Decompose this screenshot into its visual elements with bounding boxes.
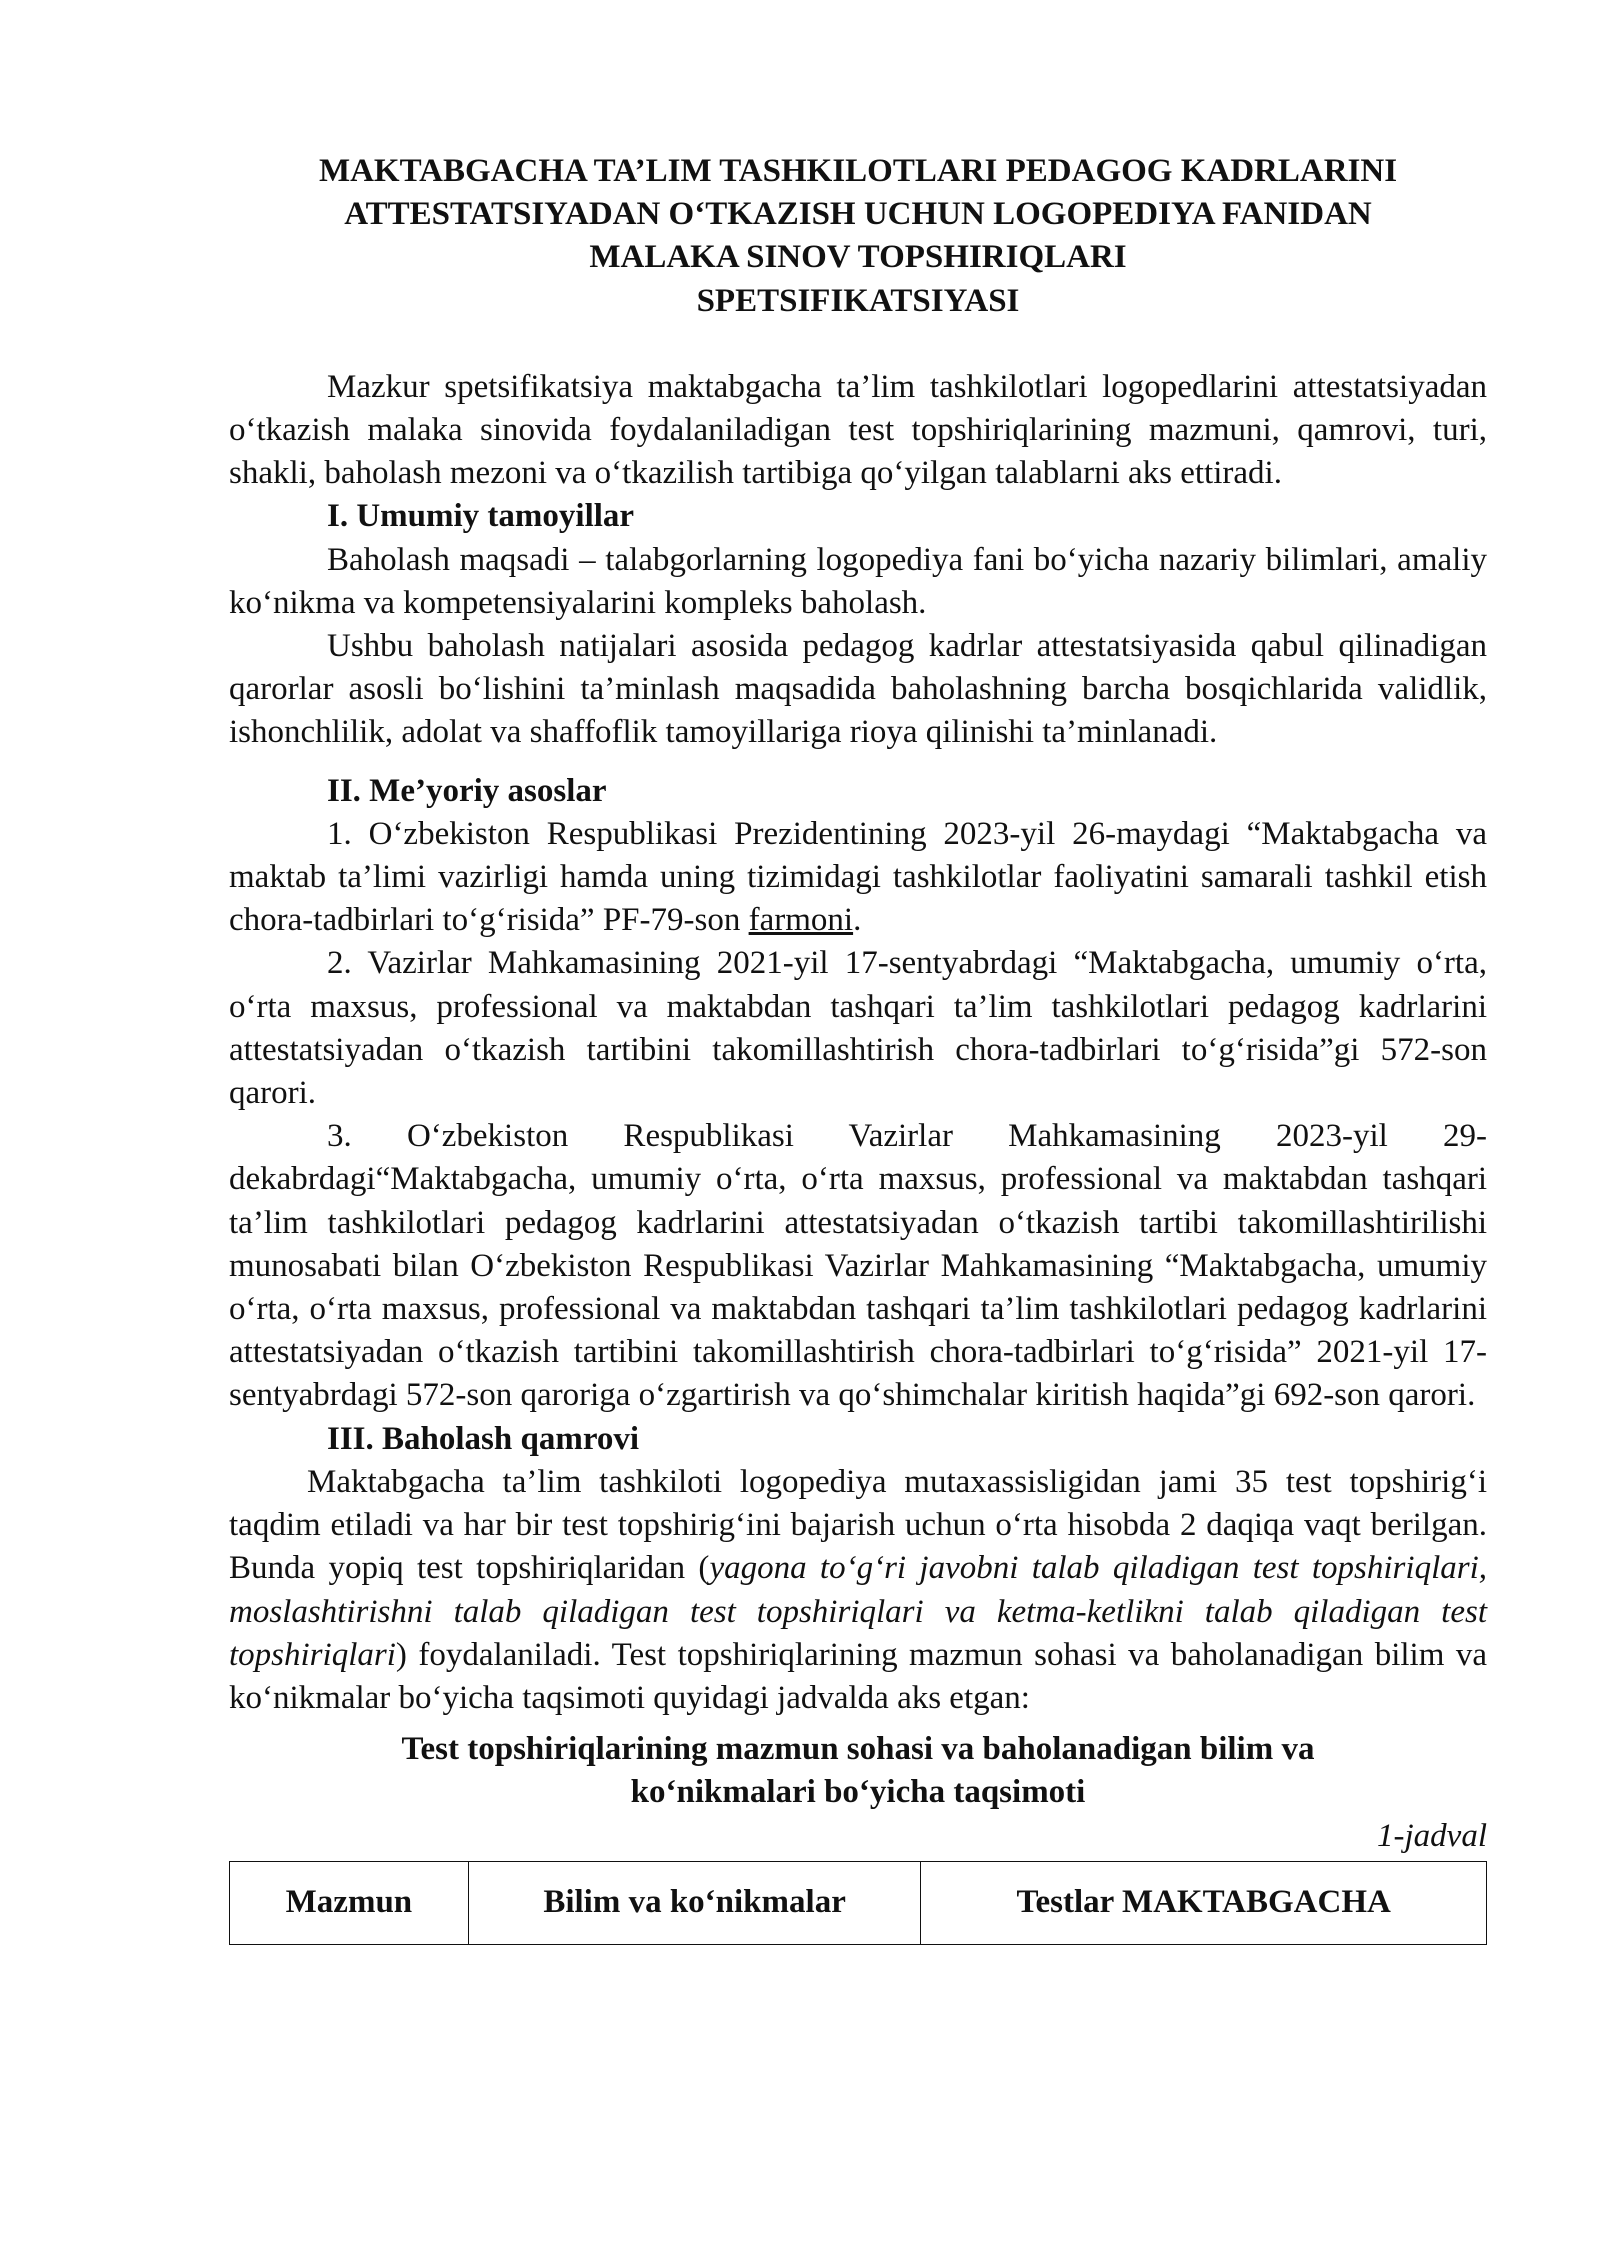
farmoni-link[interactable]: farmoni (748, 902, 854, 939)
section-2-item-3: 3. O‘zbekiston Respublikasi Vazirlar Mahkamasining 2023-yil 29-dekabrdagi“Maktabgacha, umumiy o‘rta, o‘rta maxsus, professional va maktabdan tashqari ta’lim tashkilotlari pedagog kadrlarini attestatsiyadan o‘tkazish tartibi takomillashtirilishi munosabati bilan O‘zbekiston Respublikasi Vazirlar Mahkamasining “Maktabgacha, umumiy o‘rta, o‘rta maxsus, professional va maktabdan tashqari ta’lim tashkilotlari pedagog kadrlarini attestatsiyadan o‘tkazish tartibini takomillashtirish chora-tadbirlari to‘g‘risida” 2021-yil 17-sentyabrdagi 572-son qaroriga o‘zgartirish va qo‘shimchalar kiritish haqida”gi 692-son qarori. (229, 1118, 1487, 1414)
section-3-text-italic: yagona to‘g‘ri javobni talab qiladigan test topshiriqlari, moslashtirishni talab qiladigan test topshiriqlari va ketma-ketlikni talab qiladigan test topshiriqlari (229, 1550, 1488, 1673)
item-1-end: . (853, 902, 862, 939)
table-number: 1-jadval (1377, 1817, 1487, 1854)
section-3-text-start: Maktabgacha ta’lim tashkiloti logopediya mutaxassisligidan jami 35 test topshirig‘i taqdim etiladi va har bir test topshirig‘ini bajarish uchun o‘rta hisobda 2 daqiqa vaqt berilgan. Bunda yopiq test topshiriqlaridan ( (229, 1463, 1487, 1587)
section-1-paragraph-1: Baholash maqsadi – talabgorlarning logopediya fani bo‘yicha nazariy bilimlari, amaliy ko‘nikma va kompetensiyalarini kompleks baholash. (229, 541, 1487, 621)
section-3-heading: III. Baholash qamrovi (327, 1420, 640, 1457)
section-2-heading: II. Me’yoriy asoslar (327, 772, 607, 809)
document-title (229, 150, 1487, 323)
title-line-1: MAKTABGACHA TA’LIM TASHKILOTLARI PEDAGOG KADRLARINI (318, 153, 1398, 189)
title-line-3: MALAKA SINOV TOPSHIRIQLARI (589, 239, 1127, 276)
table-header-row (230, 1861, 1487, 1944)
section-1-paragraph-2: Ushbu baholash natijalari asosida pedagog kadrlar attestatsiyasida qabul qilinadigan qarorlar asosli bo‘lishini ta’minlash maqsadida baholashning barcha bosqichlarida validlik, ishonchlilik, adolat va shaffoflik tamoyillariga rioya qilinishi ta’minlanadi. (229, 628, 1487, 751)
item-1-text: 1. O‘zbekiston Respublikasi Prezidentining 2023-yil 26-maydagi “Maktabgacha va maktab ta’limi vazirligi hamda uning tizimidagi tashkilotlar faoliyatini samarali tashkil etish chora-tadbirlari to‘g‘risida” PF-79-son (229, 815, 1487, 939)
distribution-table (229, 1861, 1487, 1945)
section-2-item-1 (229, 813, 1487, 943)
document-page (229, 150, 1487, 1945)
title-line-2: ATTESTATSIYADAN O‘TKAZISH UCHUN LOGOPEDIYA FANIDAN (344, 196, 1372, 233)
intro-paragraph: Mazkur spetsifikatsiya maktabgacha ta’lim tashkilotlari logopedlarini attestatsiyadan o‘tkazish malaka sinovida foydalaniladigan test topshiriqlarining mazmuni, qamrovi, turi, shakli, baholash mezoni va o‘tkazilish tartibiga qo‘yilgan talablarni aks ettiradi. (229, 368, 1487, 492)
section-3-paragraph (229, 1461, 1487, 1720)
header-mazmun: Mazmun (230, 1861, 469, 1944)
header-testlar: Testlar MAKTABGACHA (921, 1861, 1487, 1944)
section-2-item-2: 2. Vazirlar Mahkamasining 2021-yil 17-sentyabrdagi “Maktabgacha, umumiy o‘rta, o‘rta maxsus, professional va maktabdan tashqari ta’lim tashkilotlari pedagog kadrlarini attestatsiyadan o‘tkazish tartibini takomillashtirish chora-tadbirlari to‘g‘risida”gi 572-son qarori. (229, 945, 1487, 1112)
table-title-line-2: ko‘nikmalari bo‘yicha taqsimoti (630, 1774, 1086, 1811)
header-bilim: Bilim va ko‘nikmalar (468, 1861, 921, 1944)
section-1-heading: I. Umumiy tamoyillar (327, 498, 635, 535)
table-title (229, 1728, 1487, 1814)
title-line-4: SPETSIFIKATSIYASI (696, 282, 1020, 319)
section-3-text-end: ) foydalaniladi. Test topshiriqlarining mazmun sohasi va baholanadigan bilim va ko‘nikmalar bo‘yicha taqsimoti quyidagi jadvalda aks etgan: (229, 1636, 1487, 1716)
table-title-line-1: Test topshiriqlarining mazmun sohasi va baholanadigan bilim va (401, 1731, 1315, 1768)
